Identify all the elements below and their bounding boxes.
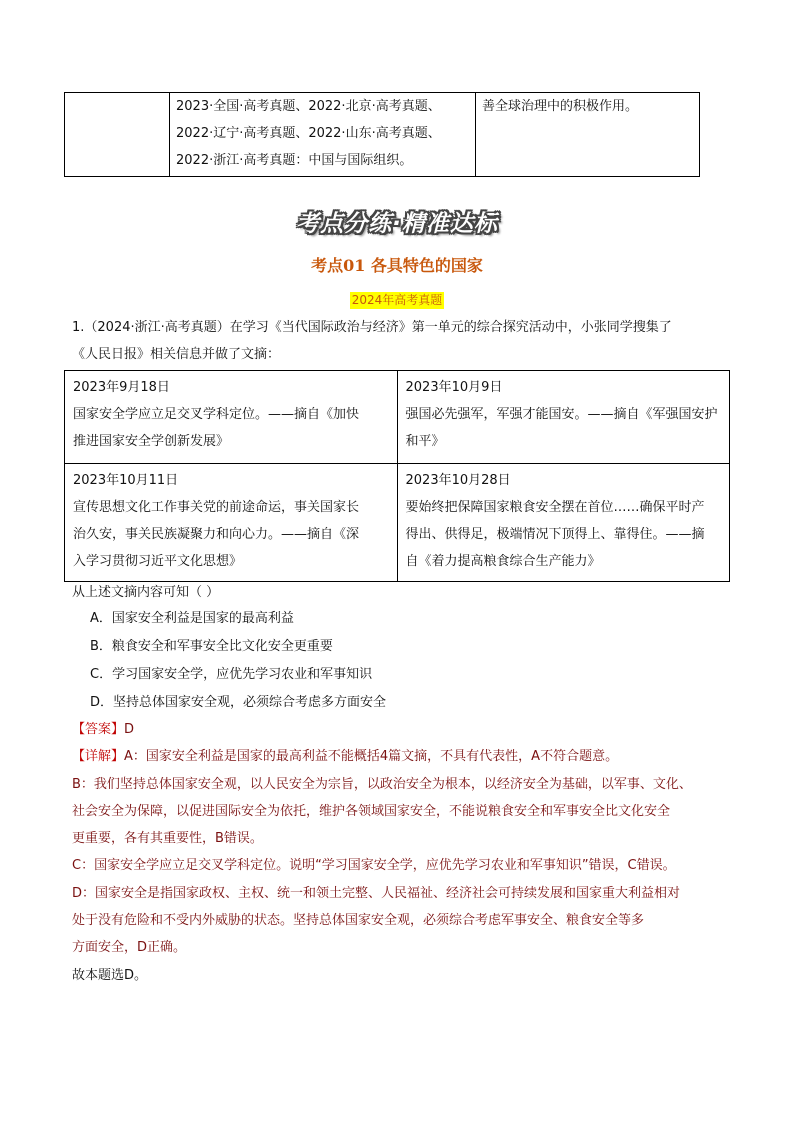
answer-line: [72, 716, 722, 743]
option-list: [90, 605, 386, 717]
quote-line: 得出、供得足，极端情况下顶得上、靠得住。——摘: [405, 527, 705, 542]
detail-line: 方面安全，D正确。: [72, 940, 187, 956]
section-heading: 考点01 各具特色的国家: [311, 256, 483, 275]
quote-line: 入学习贯彻习近平文化思想》: [73, 554, 243, 569]
question-line: 1.（2024·浙江·高考真题）在学习《当代国际政治与经济》第一单元的综合探究活动中，小张同学搜集了: [72, 320, 672, 335]
detail-text: A：国家安全利益是国家的最高利益不能概括4篇文摘，不具有代表性，A不符合题意。: [124, 749, 619, 765]
detail-line: D：国家安全是指国家政权、主权、统一和领土完整、人民福祉、经济社会可持续发展和国家重大利益相对: [72, 885, 681, 901]
option-b: B．粮食安全和军事安全比文化安全更重要: [90, 639, 333, 654]
summary-cell-sources: [170, 93, 476, 177]
summary-cell-text: [476, 93, 700, 177]
summary-table: [64, 92, 700, 177]
question-stem: 从上述文摘内容可知（ ）: [72, 585, 220, 600]
question-line: 《人民日报》相关信息并做了文摘：: [72, 347, 281, 362]
quote-line: 自《着力提高粮食综合生产能力》: [405, 554, 601, 569]
year-tag: 2024年高考真题: [351, 293, 443, 307]
quote-cell: [65, 464, 398, 582]
answer-tag: 【答案】: [72, 722, 125, 737]
detail-line: [72, 743, 722, 770]
quote-table: [64, 370, 730, 582]
section-banner: 考点分练·精准达标: [296, 211, 498, 237]
answer-section: [72, 716, 722, 989]
source-line: 2023·全国·高考真题、2022·北京·高考真题、: [176, 99, 441, 114]
year-tag-wrap: [0, 289, 794, 309]
quote-line: 推进国家安全学创新发展》: [73, 434, 230, 449]
detail-line: B：我们坚持总体国家安全观，以人民安全为宗旨，以政治安全为根本，以经济安全为基础，以军事、文化、: [72, 776, 692, 792]
option-a: A．国家安全利益是国家的最高利益: [90, 611, 294, 626]
answer-value: D: [124, 722, 135, 737]
conclusion-line: 故本题选D。: [72, 967, 148, 983]
quote-line: 治久安，事关民族凝聚力和向心力。——摘自《深: [73, 527, 360, 542]
quote-cell: [397, 371, 730, 464]
quote-line: 国家安全学应立足交叉学科定位。——摘自《加快: [73, 407, 360, 422]
quote-date: 2023年9月18日: [73, 380, 170, 395]
quote-cell: [397, 464, 730, 582]
option-d: D．坚持总体国家安全观，必须综合考虑多方面安全: [90, 695, 387, 710]
source-line: 2022·辽宁·高考真题、2022·山东·高考真题、: [176, 126, 441, 141]
quote-line: 要始终把保障国家粮食安全摆在首位……确保平时产: [405, 500, 705, 515]
detail-line: C：国家安全学应立足交叉学科定位。说明“学习国家安全学，应优先学习农业和军事知识”错误，C错误。: [72, 858, 676, 874]
detail-line: 处于没有危险和不受内外威胁的状态。坚持总体国家安全观，必须综合考虑军事安全、粮食安全等多: [72, 913, 645, 929]
quote-line: 强国必先强军，军强才能国安。——摘自《军强国安护: [405, 407, 718, 422]
quote-line: 和平》: [405, 434, 445, 449]
option-c: C．学习国家安全学，应优先学习农业和军事知识: [90, 667, 373, 682]
quote-cell: [65, 371, 398, 464]
question-text: [72, 314, 722, 368]
source-line: 2022·浙江·高考真题：中国与国际组织。: [176, 153, 413, 168]
quote-date: 2023年10月28日: [405, 473, 511, 488]
quote-date: 2023年10月11日: [73, 473, 179, 488]
detail-tag: 【详解】: [72, 749, 125, 765]
summary-text: 善全球治理中的积极作用。: [482, 99, 639, 114]
summary-cell-empty: [65, 93, 170, 177]
quote-line: 宣传思想文化工作事关党的前途命运，事关国家长: [73, 500, 360, 515]
detail-line: 更重要，各有其重要性，B错误。: [72, 831, 263, 847]
detail-line: 社会安全为保障，以促进国际安全为依托，维护各领域国家安全，不能说粮食安全和军事安全比文化安全: [72, 803, 671, 819]
quote-date: 2023年10月9日: [405, 380, 503, 395]
